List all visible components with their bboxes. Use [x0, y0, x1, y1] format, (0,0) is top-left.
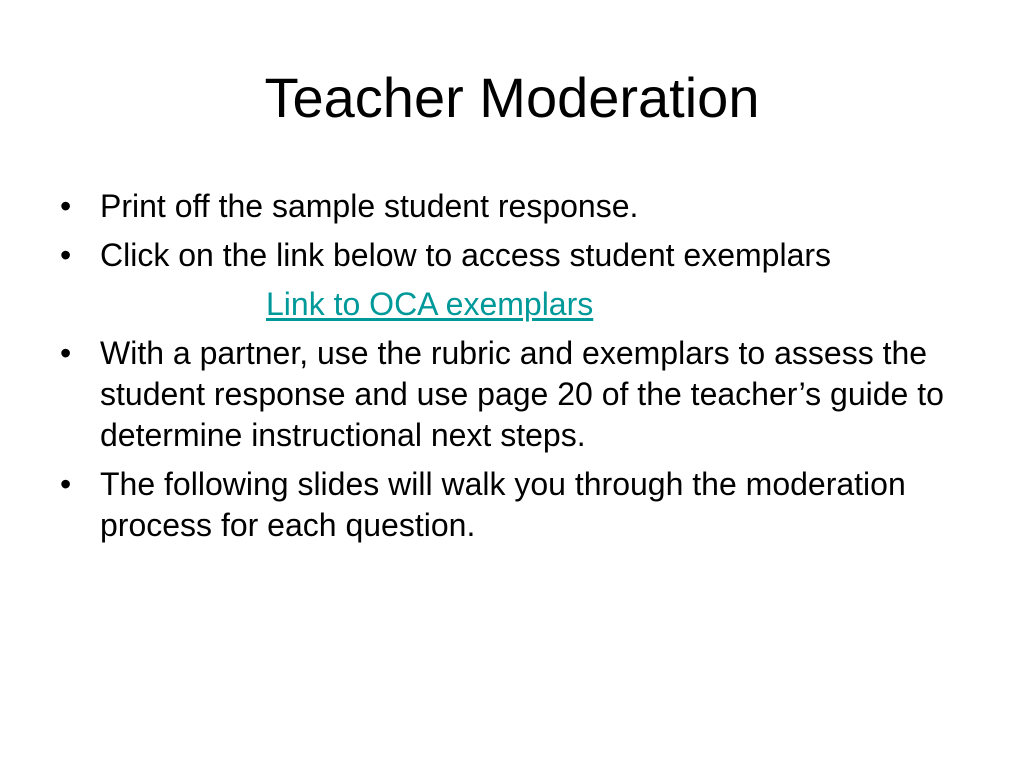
bullet-text: With a partner, use the rubric and exemplars to assess the student response and use page 20 of the teacher’s guide to determine instructional next steps.: [100, 335, 944, 453]
bullet-text: The following slides will walk you through the moderation process for each question.: [100, 466, 906, 543]
bullet-marker: •: [60, 188, 72, 224]
slide-title: Teacher Moderation: [264, 66, 760, 129]
link-line: [60, 284, 980, 325]
bullet-item: [60, 464, 980, 546]
bullet-text: Click on the link below to access student exemplars: [100, 237, 832, 273]
bullet-marker: •: [60, 466, 72, 502]
bullet-marker: •: [60, 335, 72, 371]
bullet-text: Print off the sample student response.: [100, 188, 639, 224]
oca-exemplars-link[interactable]: Link to OCA exemplars: [266, 286, 594, 322]
bullet-item: [60, 235, 980, 276]
bullet-item: [60, 333, 980, 456]
bullet-item: [60, 186, 980, 227]
bullet-marker: •: [60, 237, 72, 273]
bullet-list: [60, 186, 980, 554]
